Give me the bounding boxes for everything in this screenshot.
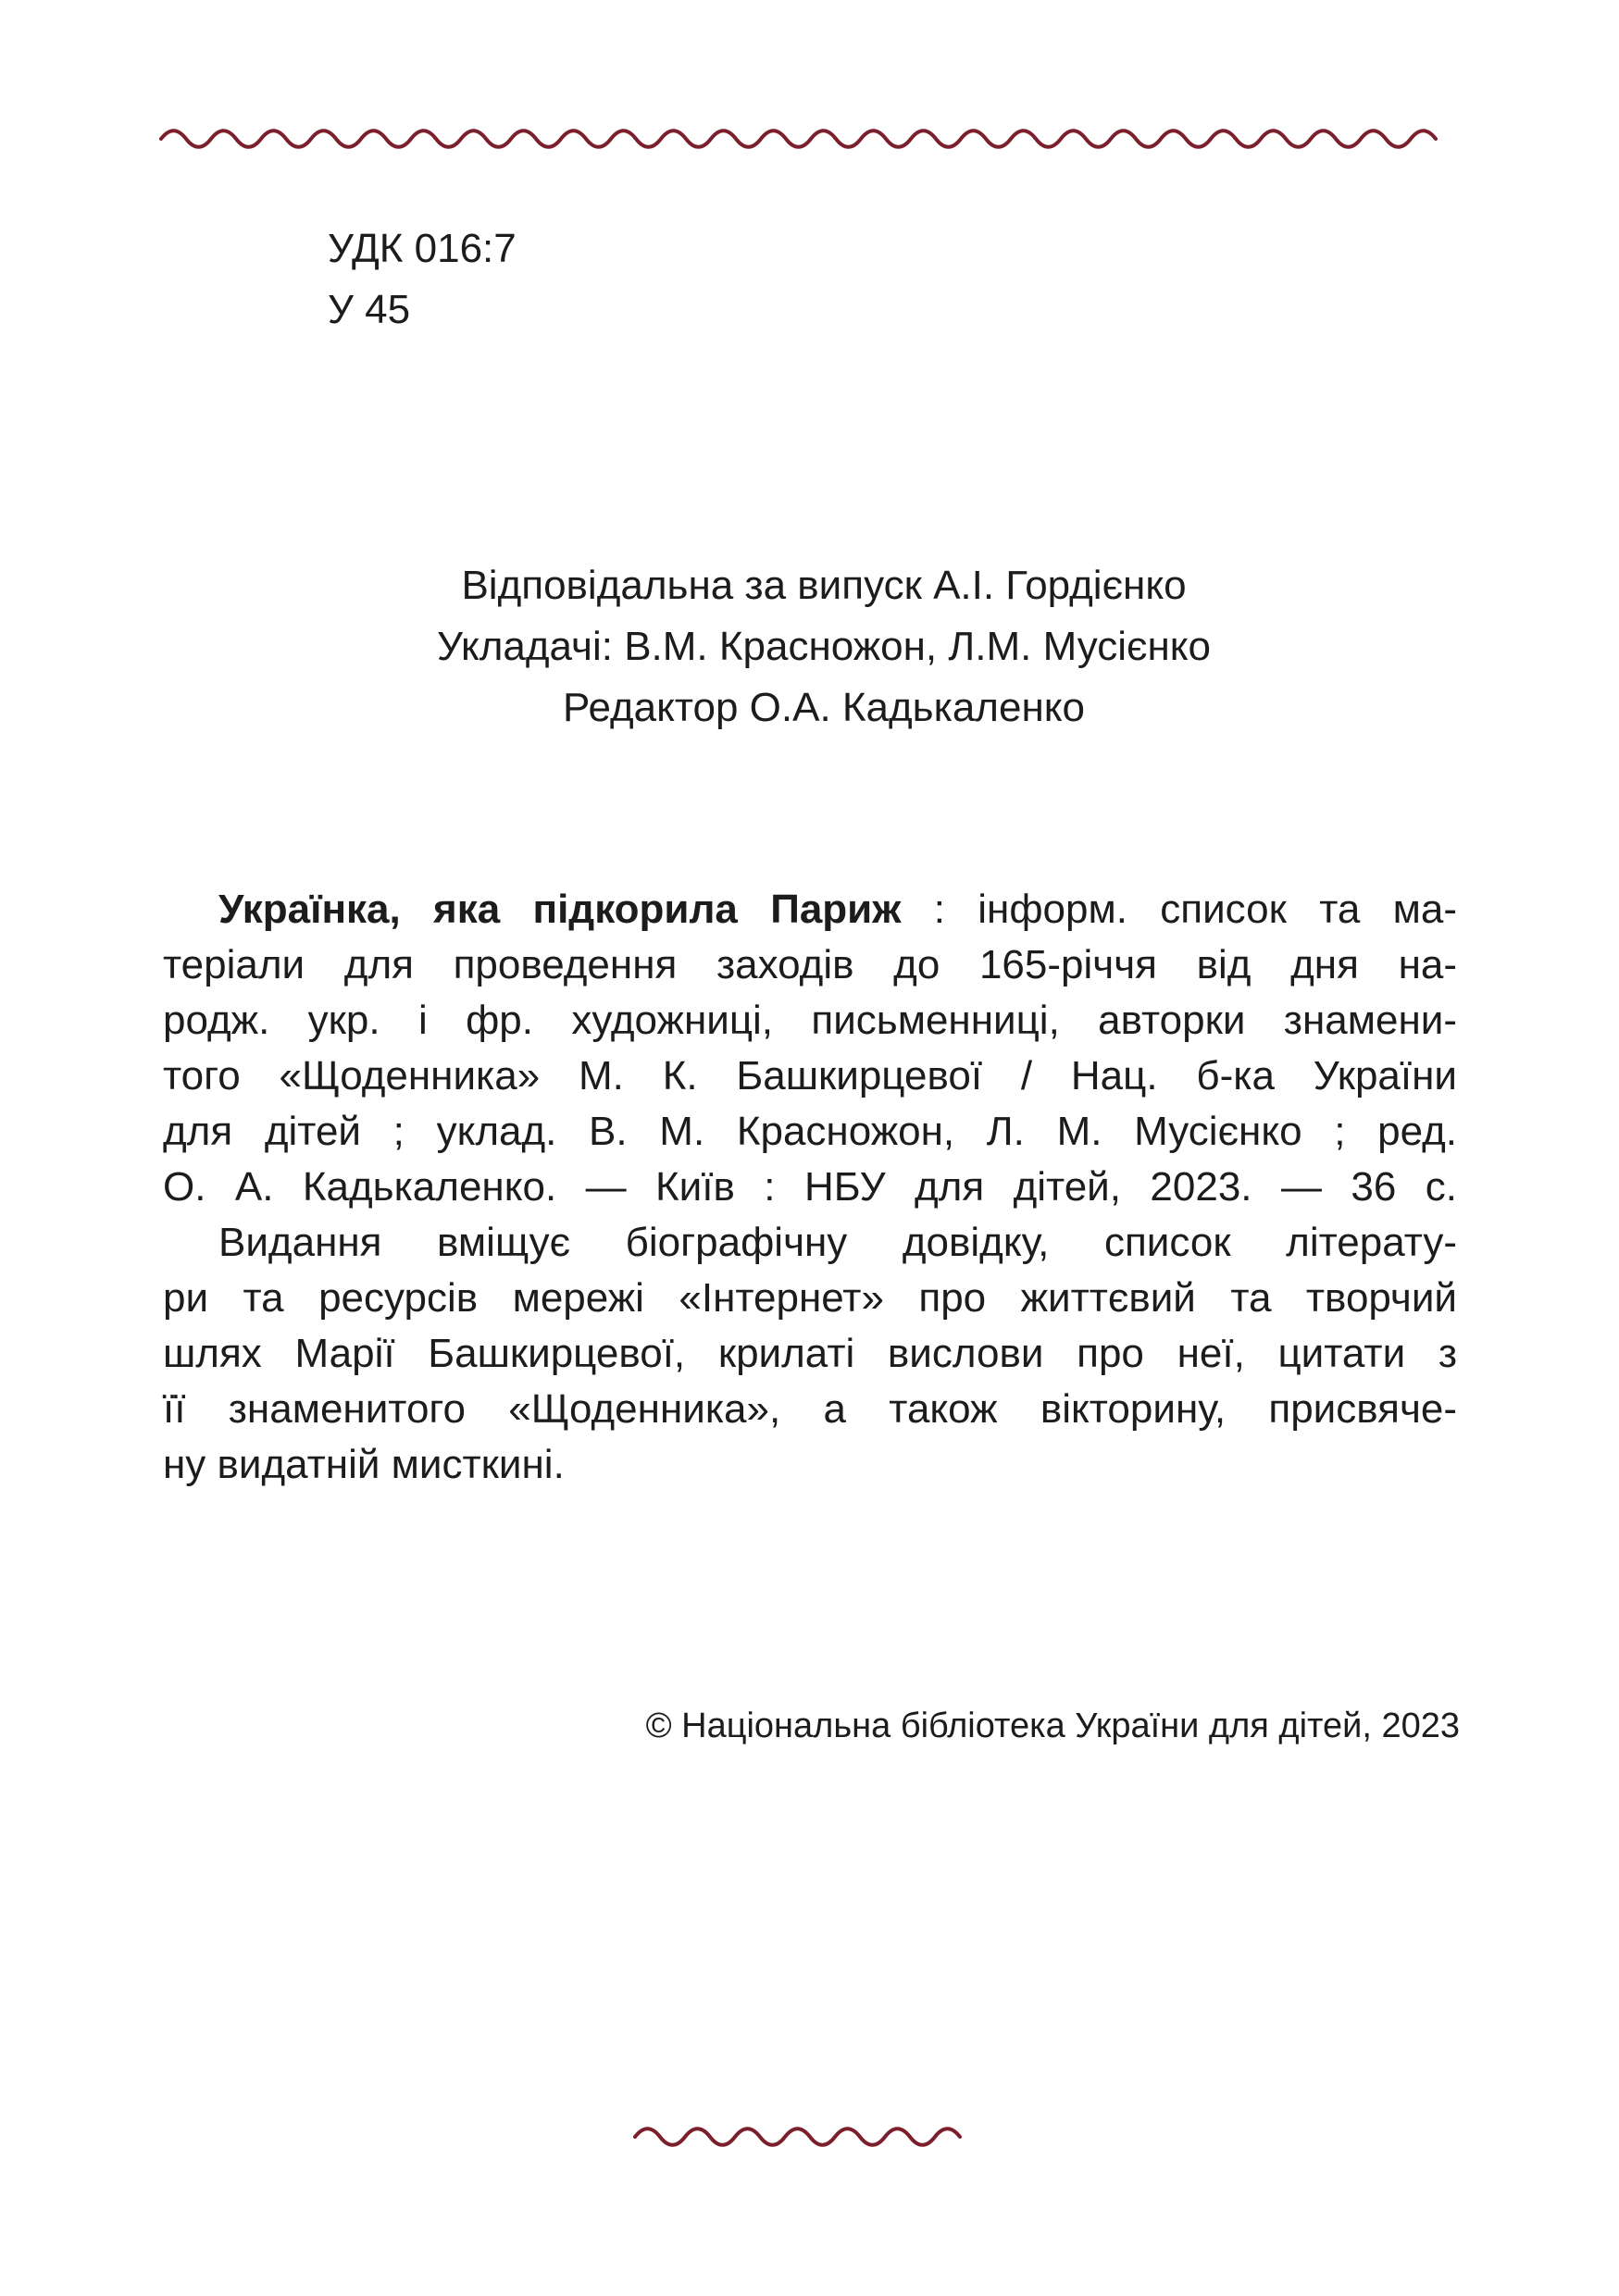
record-line-5: для дітей ; уклад. В. М. Красножон, Л. М. Мусієнко ; ред.: [163, 1109, 1457, 1154]
annotation-line-5: ну видатній мисткині.: [163, 1442, 565, 1487]
annotation-line-2: ри та ресурсів мережі «Інтернет» про життєвий та творчий: [163, 1275, 1457, 1321]
bottom-wave-ornament: [633, 2123, 985, 2151]
annotation-line-4: її знаменитого «Щоденника», а також вікторину, присвяче-: [163, 1386, 1457, 1432]
author-mark: У 45: [328, 287, 411, 332]
record-line-6: О. А. Кадькаленко. — Київ : НБУ для дітей, 2023. — 36 с.: [163, 1164, 1457, 1210]
compilers: Укладачі: В.М. Красножон, Л.М. Мусієнко: [437, 624, 1211, 669]
record-line-1: : інформ. список та ма-: [901, 887, 1457, 932]
classification-block: [328, 218, 517, 341]
credits-block: [315, 555, 1333, 738]
record-line-2: теріали для проведення заходів до 165-річчя від дня на-: [163, 942, 1457, 987]
bibliographic-record: [163, 882, 1457, 1493]
book-title: Українка, яка підкорила Париж: [218, 887, 902, 932]
annotation-line-3: шлях Марії Башкирцевої, крилаті вислови про неї, цитати з: [163, 1331, 1457, 1376]
editor: Редактор О.А. Кадькаленко: [563, 685, 1085, 730]
copyright-notice: © Національна бібліотека України для дітей, 2023: [645, 1706, 1460, 1745]
record-description: [163, 882, 1457, 1215]
annotation-line-1: Видання вміщує біографічну довідку, список літерату-: [218, 1220, 1457, 1265]
record-line-3: родж. укр. і фр. художниці, письменниці, авторки знамени-: [163, 998, 1457, 1043]
record-line-4: того «Щоденника» М. К. Башкирцевої / Нац. б-ка України: [163, 1053, 1457, 1098]
annotation: [163, 1215, 1457, 1493]
udk-code: УДК 016:7: [328, 226, 517, 271]
top-wave-ornament: [159, 125, 1461, 153]
responsible-person: Відповідальна за випуск А.І. Гордієнко: [461, 563, 1187, 608]
